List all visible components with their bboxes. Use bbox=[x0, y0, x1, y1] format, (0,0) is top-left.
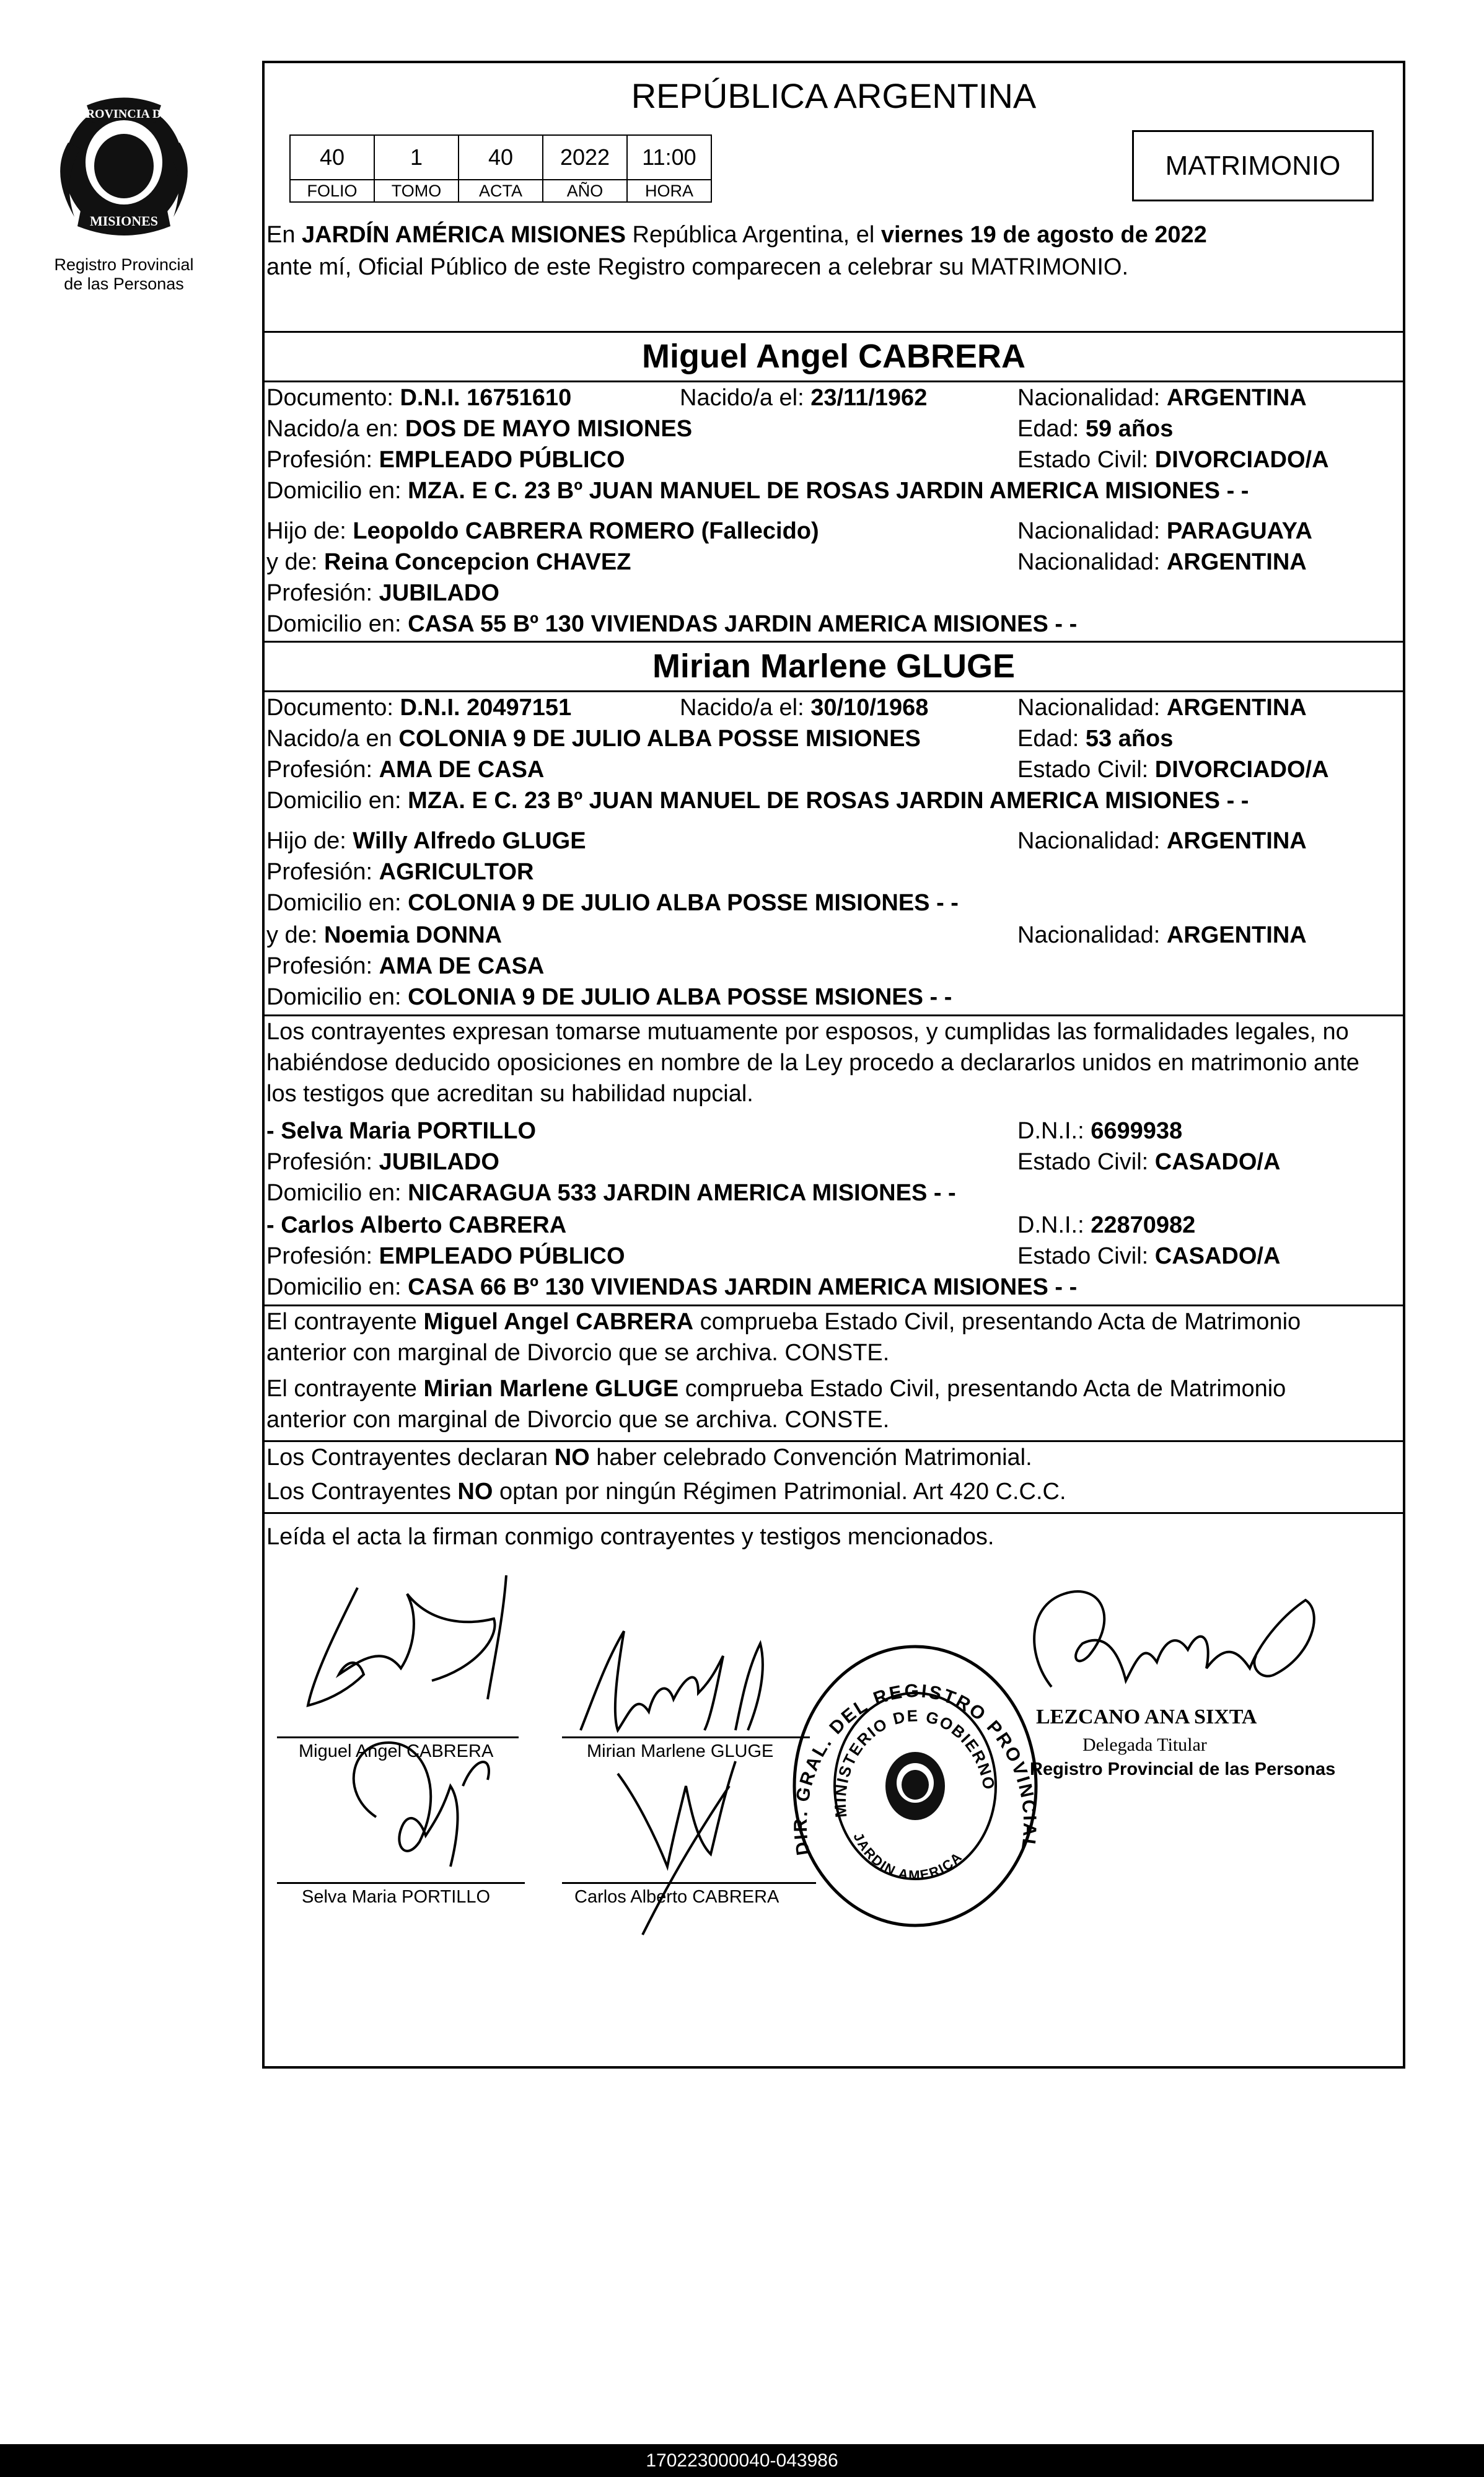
spouse2-signature-label: Mirian Marlene GLUGE bbox=[587, 1741, 774, 1761]
spouse2-padre-nacionalidad: Nacionalidad: ARGENTINA bbox=[1017, 828, 1307, 854]
hora-value: 11:00 bbox=[627, 135, 711, 180]
svg-text:DIR. GRAL. DEL REGISTRO PROVIN: DIR. GRAL. DEL REGISTRO PROVINCIAL DE LAS PERSONAS bbox=[776, 1615, 1040, 1861]
spouse1-edad: Edad: 59 años bbox=[1017, 416, 1174, 442]
spouse1-nacido-el: Nacido/a el: 23/11/1962 bbox=[680, 385, 928, 411]
witness1-domicilio: Domicilio en: NICARAGUA 533 JARDIN AMERICA MISIONES - - bbox=[266, 1180, 956, 1206]
svg-text:MISIONES: MISIONES bbox=[89, 213, 159, 229]
spouse1-domicilio: Domicilio en: MZA. E C. 23 Bº JUAN MANUEL DE ROSAS JARDIN AMERICA MISIONES - - bbox=[266, 478, 1249, 504]
spouse1-madre: y de: Reina Concepcion CHAVEZ bbox=[266, 549, 631, 575]
witness2-domicilio: Domicilio en: CASA 66 Bº 130 VIVIENDAS JARDIN AMERICA MISIONES - - bbox=[266, 1274, 1078, 1300]
declaration-line-2: habiéndose deducido oposiciones en nombre de la Ley procedo a declararlos unidos en matrimonio ante bbox=[266, 1050, 1359, 1076]
spouse2-padre: Hijo de: Willy Alfredo GLUGE bbox=[266, 828, 586, 854]
divider bbox=[265, 1304, 1403, 1306]
spouse2-padre-profesion: Profesión: AGRICULTOR bbox=[266, 859, 534, 885]
intro-line-1: En JARDÍN AMÉRICA MISIONES República Argentina, el viernes 19 de agosto de 2022 bbox=[266, 222, 1207, 248]
declaration-line-3: los testigos que acreditan su habilidad nupcial. bbox=[266, 1081, 753, 1107]
declaration-line-1: Los contrayentes expresan tomarse mutuamente por esposos, y cumplidas las formalidades legales, no bbox=[266, 1019, 1349, 1045]
spouse2-documento: Documento: D.N.I. 20497151 bbox=[266, 695, 572, 721]
official-stamp bbox=[776, 1615, 1045, 1941]
witness1-profesion: Profesión: JUBILADO bbox=[266, 1149, 499, 1175]
spouse1-signature-label: Miguel Angel CABRERA bbox=[299, 1741, 494, 1761]
hora-label: HORA bbox=[627, 180, 711, 202]
spouse1-padre-nacionalidad: Nacionalidad: PARAGUAYA bbox=[1017, 518, 1312, 544]
witness2-signature-line bbox=[562, 1882, 816, 1884]
office-label-line2: de las Personas bbox=[64, 275, 184, 293]
divider bbox=[265, 641, 1403, 643]
spouse2-signature bbox=[562, 1606, 822, 1749]
witness1-estado-civil: Estado Civil: CASADO/A bbox=[1017, 1149, 1281, 1175]
anio-label: AÑO bbox=[543, 180, 627, 202]
spouse1-madre-nacionalidad: Nacionalidad: ARGENTINA bbox=[1017, 549, 1307, 575]
spouse2-madre-profesion: Profesión: AMA DE CASA bbox=[266, 953, 545, 979]
svg-text:MINISTERIO DE GOBIERNO: MINISTERIO DE GOBIERNO bbox=[830, 1706, 999, 1819]
spouse2-edad: Edad: 53 años bbox=[1017, 726, 1174, 752]
regime-line-2: Los Contrayentes NO optan por ningún Régimen Patrimonial. Art 420 C.C.C. bbox=[266, 1479, 1066, 1505]
certificate-type-box: MATRIMONIO bbox=[1132, 130, 1374, 201]
certificate-frame bbox=[262, 61, 1405, 2069]
svg-text:JARDIN AMERICA: JARDIN AMERICA bbox=[850, 1830, 966, 1883]
anio-value: 2022 bbox=[543, 135, 627, 180]
spouse1-padres-domicilio: Domicilio en: CASA 55 Bº 130 VIVIENDAS JARDIN AMERICA MISIONES - - bbox=[266, 611, 1078, 637]
closing-statement: Leída el acta la firman conmigo contrayentes y testigos mencionados. bbox=[266, 1524, 994, 1550]
witness1-dni: D.N.I.: 6699938 bbox=[1017, 1118, 1183, 1144]
witness2-estado-civil: Estado Civil: CASADO/A bbox=[1017, 1243, 1281, 1269]
divider bbox=[265, 690, 1403, 692]
witness2-dni: D.N.I.: 22870982 bbox=[1017, 1212, 1196, 1238]
document-barcode-footer: 170223000040-043986 bbox=[0, 2444, 1484, 2477]
officer-name: LEZCANO ANA SIXTA bbox=[1036, 1705, 1257, 1728]
divider bbox=[265, 1512, 1403, 1514]
spouse1-profesion: Profesión: EMPLEADO PÚBLICO bbox=[266, 447, 625, 473]
spouse2-estado-civil: Estado Civil: DIVORCIADO/A bbox=[1017, 757, 1329, 783]
divider bbox=[265, 1014, 1403, 1016]
witness1-signature-line bbox=[277, 1882, 525, 1884]
officer-office: Registro Provincial de las Personas bbox=[1030, 1759, 1336, 1779]
divider bbox=[265, 331, 1403, 333]
folio-label: FOLIO bbox=[290, 180, 374, 202]
spouse2-nacido-el: Nacido/a el: 30/10/1968 bbox=[680, 695, 929, 721]
witness1-name: - Selva Maria PORTILLO bbox=[266, 1118, 536, 1144]
tomo-label: TOMO bbox=[374, 180, 459, 202]
divider bbox=[265, 1440, 1403, 1442]
witness2-name: - Carlos Alberto CABRERA bbox=[266, 1212, 567, 1238]
document-title: REPÚBLICA ARGENTINA bbox=[631, 76, 1037, 115]
officer-role: Delegada Titular bbox=[1082, 1735, 1207, 1755]
spouse2-nacionalidad: Nacionalidad: ARGENTINA bbox=[1017, 695, 1307, 721]
spouse2-madre: y de: Noemia DONNA bbox=[266, 922, 503, 948]
witness2-profesion: Profesión: EMPLEADO PÚBLICO bbox=[266, 1243, 625, 1269]
spouse1-signature bbox=[271, 1551, 543, 1736]
registry-table bbox=[289, 134, 712, 203]
tomo-value: 1 bbox=[374, 135, 459, 180]
civil-proof-2-line-2: anterior con marginal de Divorcio que se archiva. CONSTE. bbox=[266, 1407, 890, 1433]
intro-line-2: ante mí, Oficial Público de este Registro comparecen a celebrar su MATRIMONIO. bbox=[266, 254, 1129, 280]
spouse2-signature-line bbox=[562, 1736, 810, 1738]
regime-line-1: Los Contrayentes declaran NO haber celebrado Convención Matrimonial. bbox=[266, 1445, 1032, 1471]
spouse2-domicilio: Domicilio en: MZA. E C. 23 Bº JUAN MANUEL DE ROSAS JARDIN AMERICA MISIONES - - bbox=[266, 788, 1249, 814]
witness1-signature-label: Selva Maria PORTILLO bbox=[302, 1887, 491, 1907]
spouse2-name-heading: Mirian Marlene GLUGE bbox=[652, 648, 1016, 685]
acta-label: ACTA bbox=[459, 180, 543, 202]
spouse2-profesion: Profesión: AMA DE CASA bbox=[266, 757, 545, 783]
svg-text:PROVINCIA DE: PROVINCIA DE bbox=[78, 107, 170, 121]
office-label-line1: Registro Provincial bbox=[54, 255, 194, 274]
divider bbox=[265, 381, 1403, 382]
folio-value: 40 bbox=[290, 135, 374, 180]
spouse1-nacido-en: Nacido/a en: DOS DE MAYO MISIONES bbox=[266, 416, 693, 442]
spouse1-padres-profesion: Profesión: JUBILADO bbox=[266, 580, 499, 606]
spouse2-nacido-en: Nacido/a en COLONIA 9 DE JULIO ALBA POSSE MISIONES bbox=[266, 726, 921, 752]
acta-value: 40 bbox=[459, 135, 543, 180]
spouse2-padre-domicilio: Domicilio en: COLONIA 9 DE JULIO ALBA POSSE MISIONES - - bbox=[266, 890, 959, 916]
civil-proof-2-line-1: El contrayente Mirian Marlene GLUGE comprueba Estado Civil, presentando Acta de Matrimonio bbox=[266, 1376, 1286, 1402]
civil-proof-1-line-2: anterior con marginal de Divorcio que se archiva. CONSTE. bbox=[266, 1340, 890, 1366]
witness2-signature-label: Carlos Alberto CABRERA bbox=[574, 1887, 779, 1907]
spouse1-documento: Documento: D.N.I. 16751610 bbox=[266, 385, 572, 411]
witness1-signature bbox=[302, 1718, 525, 1879]
spouse2-madre-domicilio: Domicilio en: COLONIA 9 DE JULIO ALBA POSSE MSIONES - - bbox=[266, 984, 952, 1010]
civil-proof-1-line-1: El contrayente Miguel Angel CABRERA comprueba Estado Civil, presentando Acta de Matrimonio bbox=[266, 1309, 1301, 1335]
spouse1-name-heading: Miguel Angel CABRERA bbox=[642, 338, 1025, 375]
misiones-seal-logo bbox=[43, 93, 204, 242]
spouse1-nacionalidad: Nacionalidad: ARGENTINA bbox=[1017, 385, 1307, 411]
spouse1-padre: Hijo de: Leopoldo CABRERA ROMERO (Fallecido) bbox=[266, 518, 819, 544]
spouse2-madre-nacionalidad: Nacionalidad: ARGENTINA bbox=[1017, 922, 1307, 948]
spouse1-estado-civil: Estado Civil: DIVORCIADO/A bbox=[1017, 447, 1329, 473]
